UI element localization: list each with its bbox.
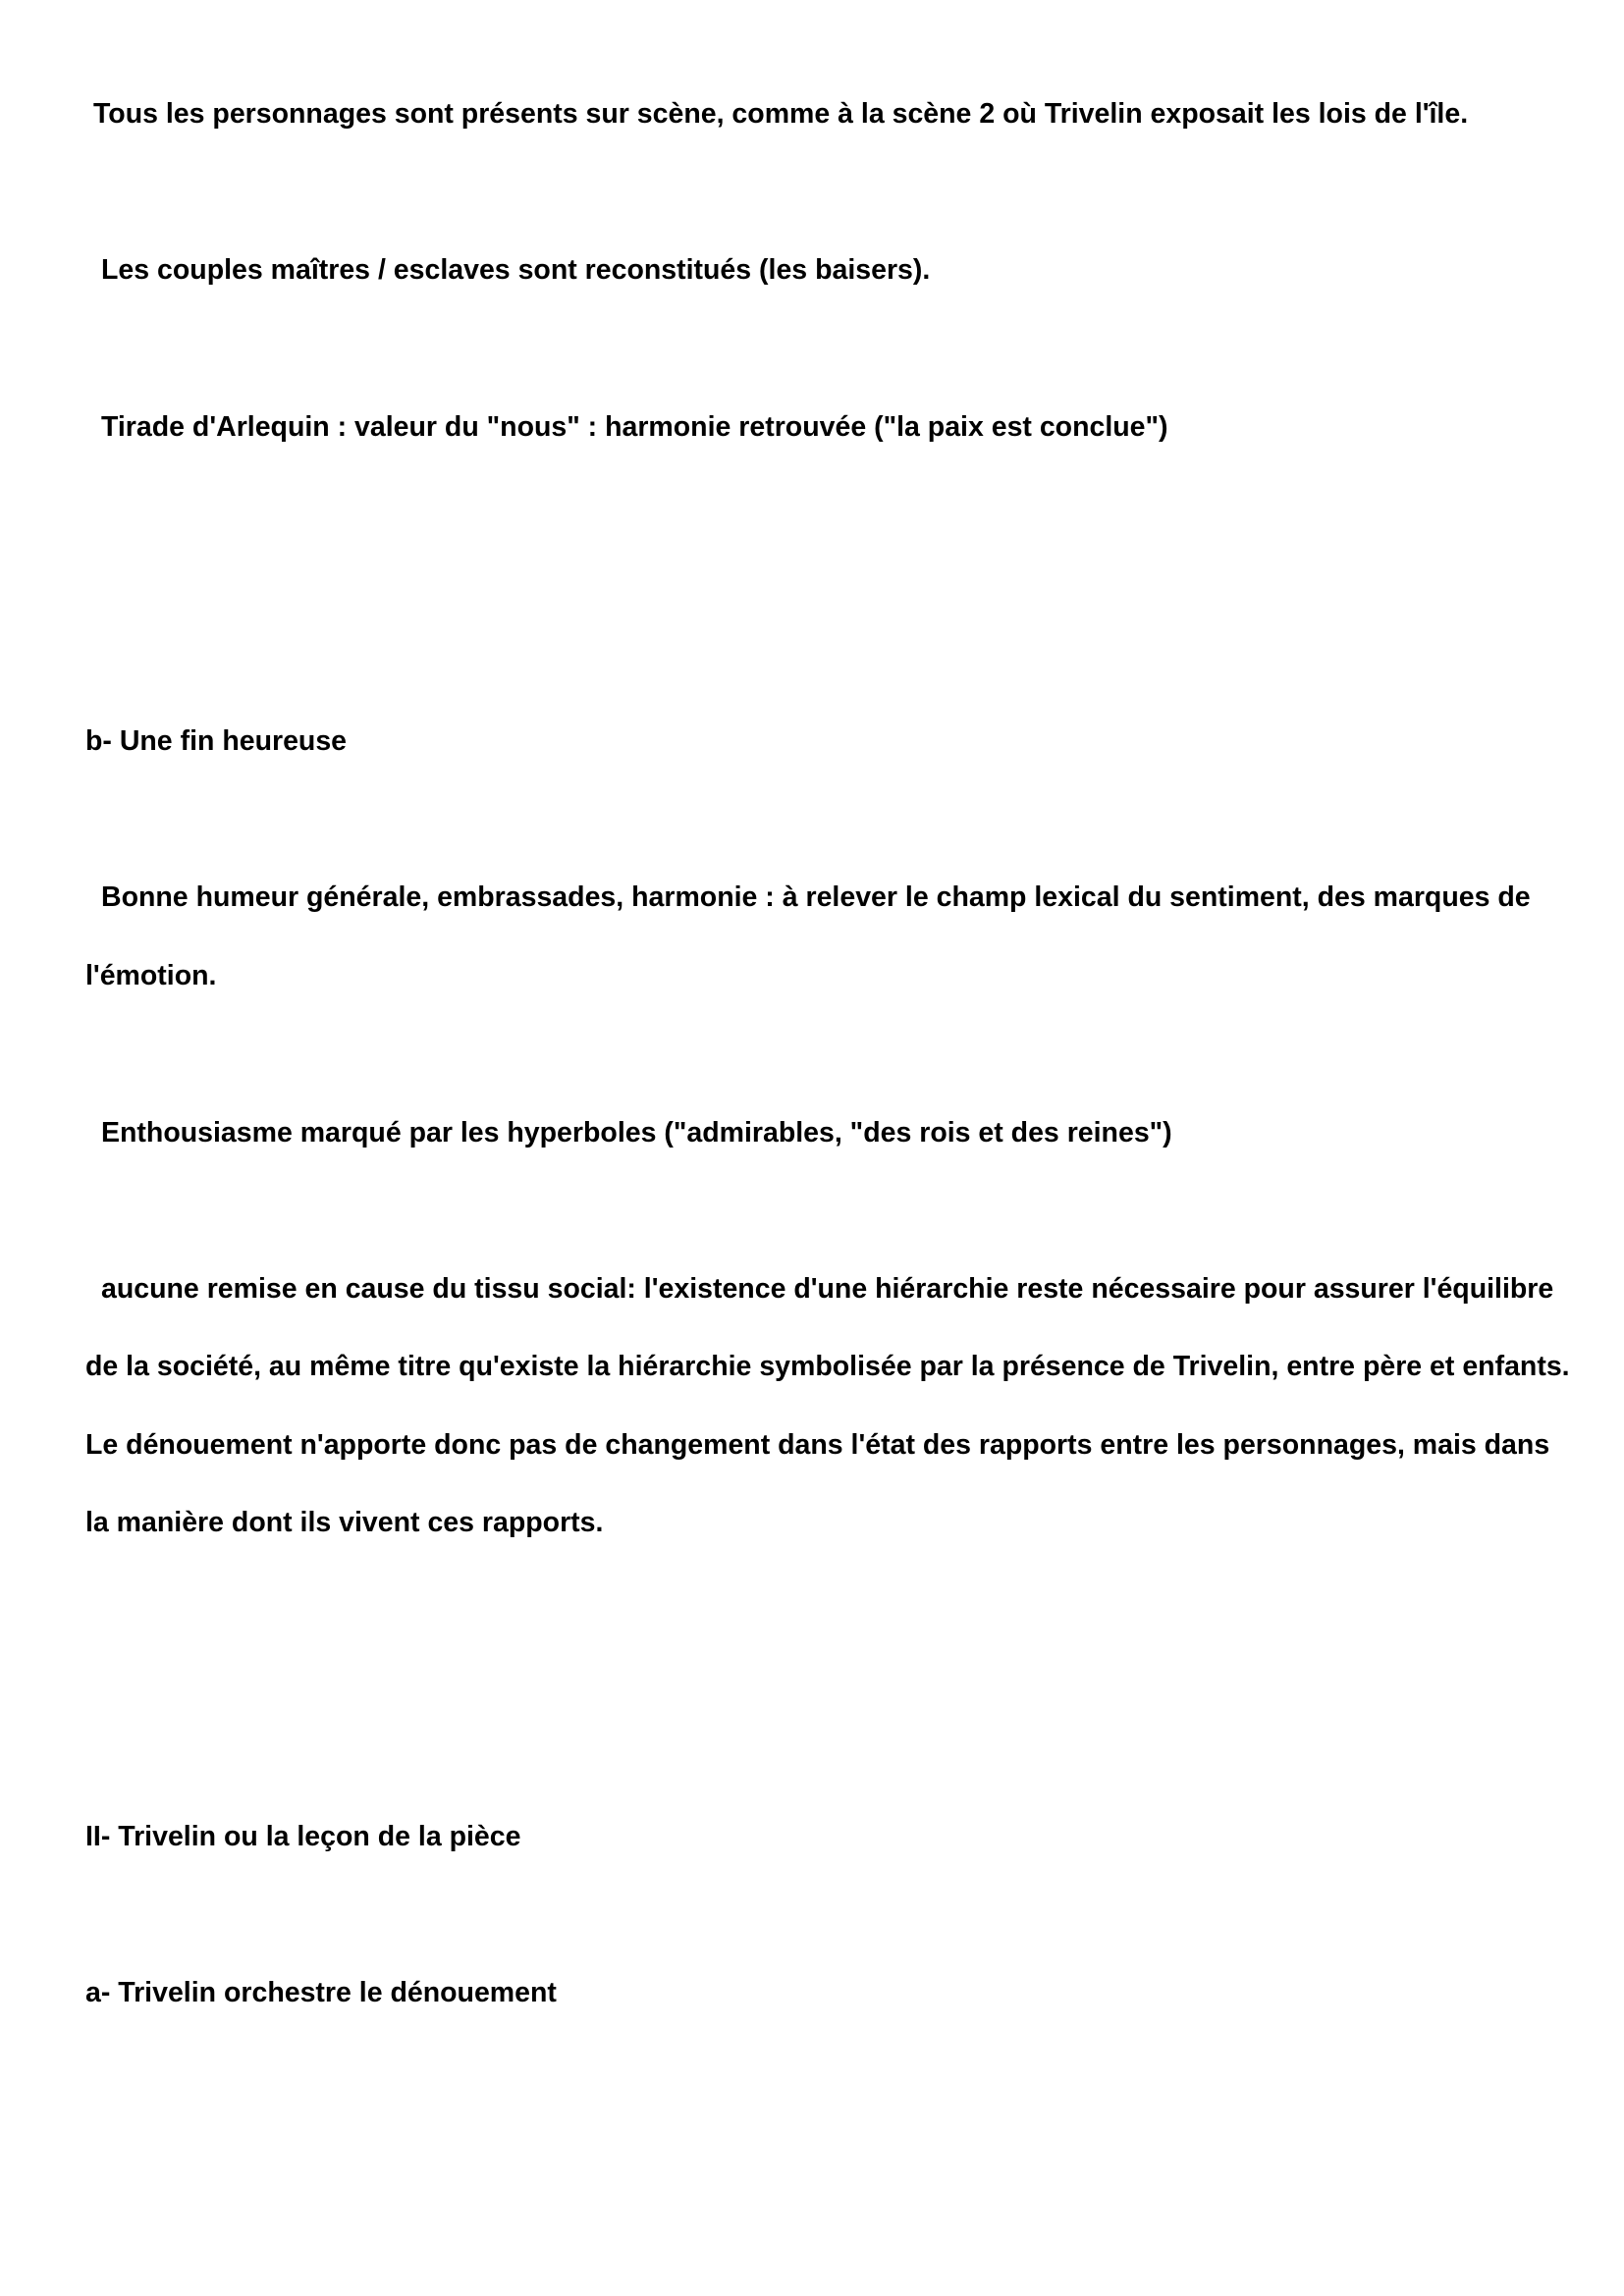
point-tissu-social-cont-1: de la société, au même titre qu'existe la hiérarchie symbolisée par la présence de Trivelin, entre père et enfants. bbox=[85, 1351, 1570, 1382]
point-tissu-social-cont-3: la manière dont ils vivent ces rapports. bbox=[85, 1507, 604, 1538]
point-tissu-social-cont-2: Le dénouement n'apporte donc pas de changement dans l'état des rapports entre les personnages, mais dans bbox=[85, 1429, 1550, 1461]
section-heading-b: b- Une fin heureuse bbox=[85, 725, 348, 757]
intro-line-characters: Tous les personnages sont présents sur scène, comme à la scène 2 où Trivelin exposait les lois de l'île. bbox=[93, 98, 1469, 130]
point-tirade-arlequin: Tirade d'Arlequin : valeur du "nous" : harmonie retrouvée ("la paix est conclue") bbox=[101, 411, 1168, 443]
point-bonne-humeur-cont: l'émotion. bbox=[85, 960, 217, 991]
point-enthousiasme: Enthousiasme marqué par les hyperboles ("admirables, "des rois et des reines") bbox=[101, 1117, 1172, 1148]
point-couples: Les couples maîtres / esclaves sont reconstitués (les baisers). bbox=[101, 254, 931, 286]
section-heading-ii: II- Trivelin ou la leçon de la pièce bbox=[85, 1821, 521, 1852]
point-bonne-humeur: Bonne humeur générale, embrassades, harmonie : à relever le champ lexical du sentiment, des marques de bbox=[101, 881, 1531, 913]
section-heading-a: a- Trivelin orchestre le dénouement bbox=[85, 1977, 557, 2008]
point-tissu-social: aucune remise en cause du tissu social: l'existence d'une hiérarchie reste nécessaire pour assurer l'équilibre bbox=[101, 1273, 1554, 1305]
